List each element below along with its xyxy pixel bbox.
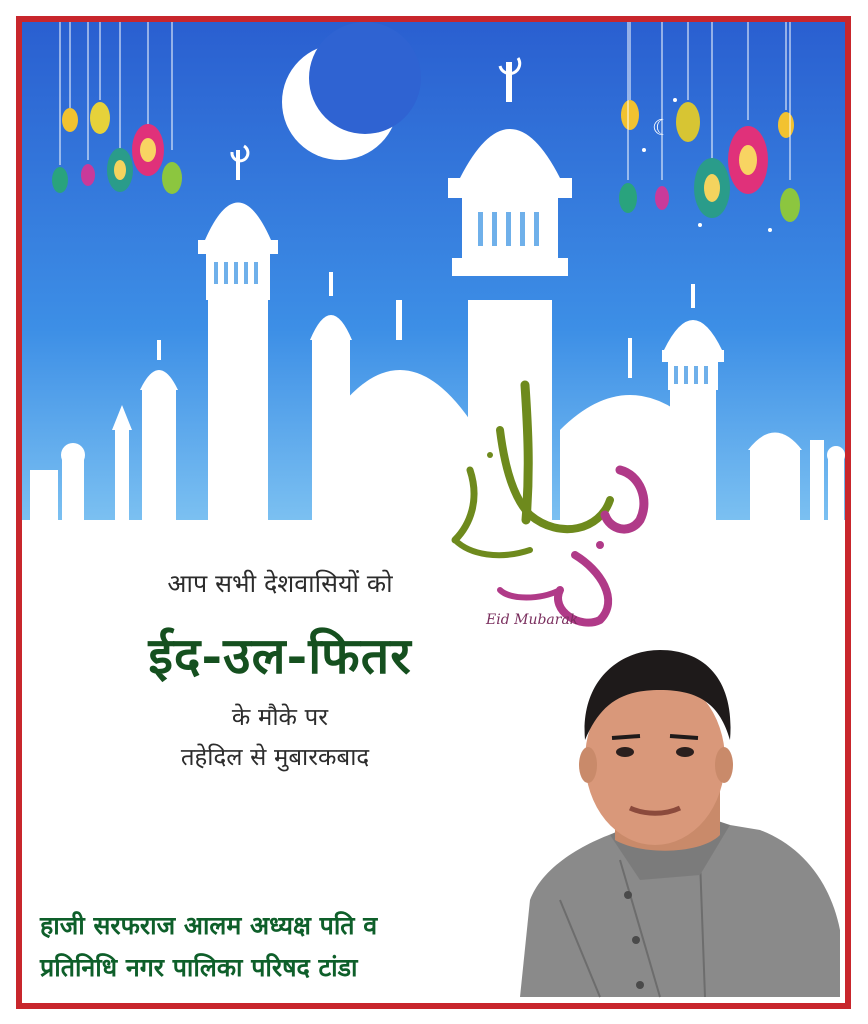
signature-line-2: प्रतिनिधि नगर पालिका परिषद टांडा <box>40 953 358 982</box>
signature-line-1: हाजी सरफराज आलम अध्यक्ष पति व <box>40 911 378 940</box>
greeting-line-1: आप सभी देशवासियों को <box>167 569 393 598</box>
headline-eid-ul-fitr: ईद-उल-फितर <box>148 626 412 685</box>
calligraphy-caption: Eid Mubarak <box>486 612 579 628</box>
greeting-line-4: तहेदिल से मुबारकबाद <box>180 743 370 771</box>
greeting-line-3: के मौके पर <box>231 703 329 731</box>
svg-text:☾: ☾ <box>652 116 672 141</box>
